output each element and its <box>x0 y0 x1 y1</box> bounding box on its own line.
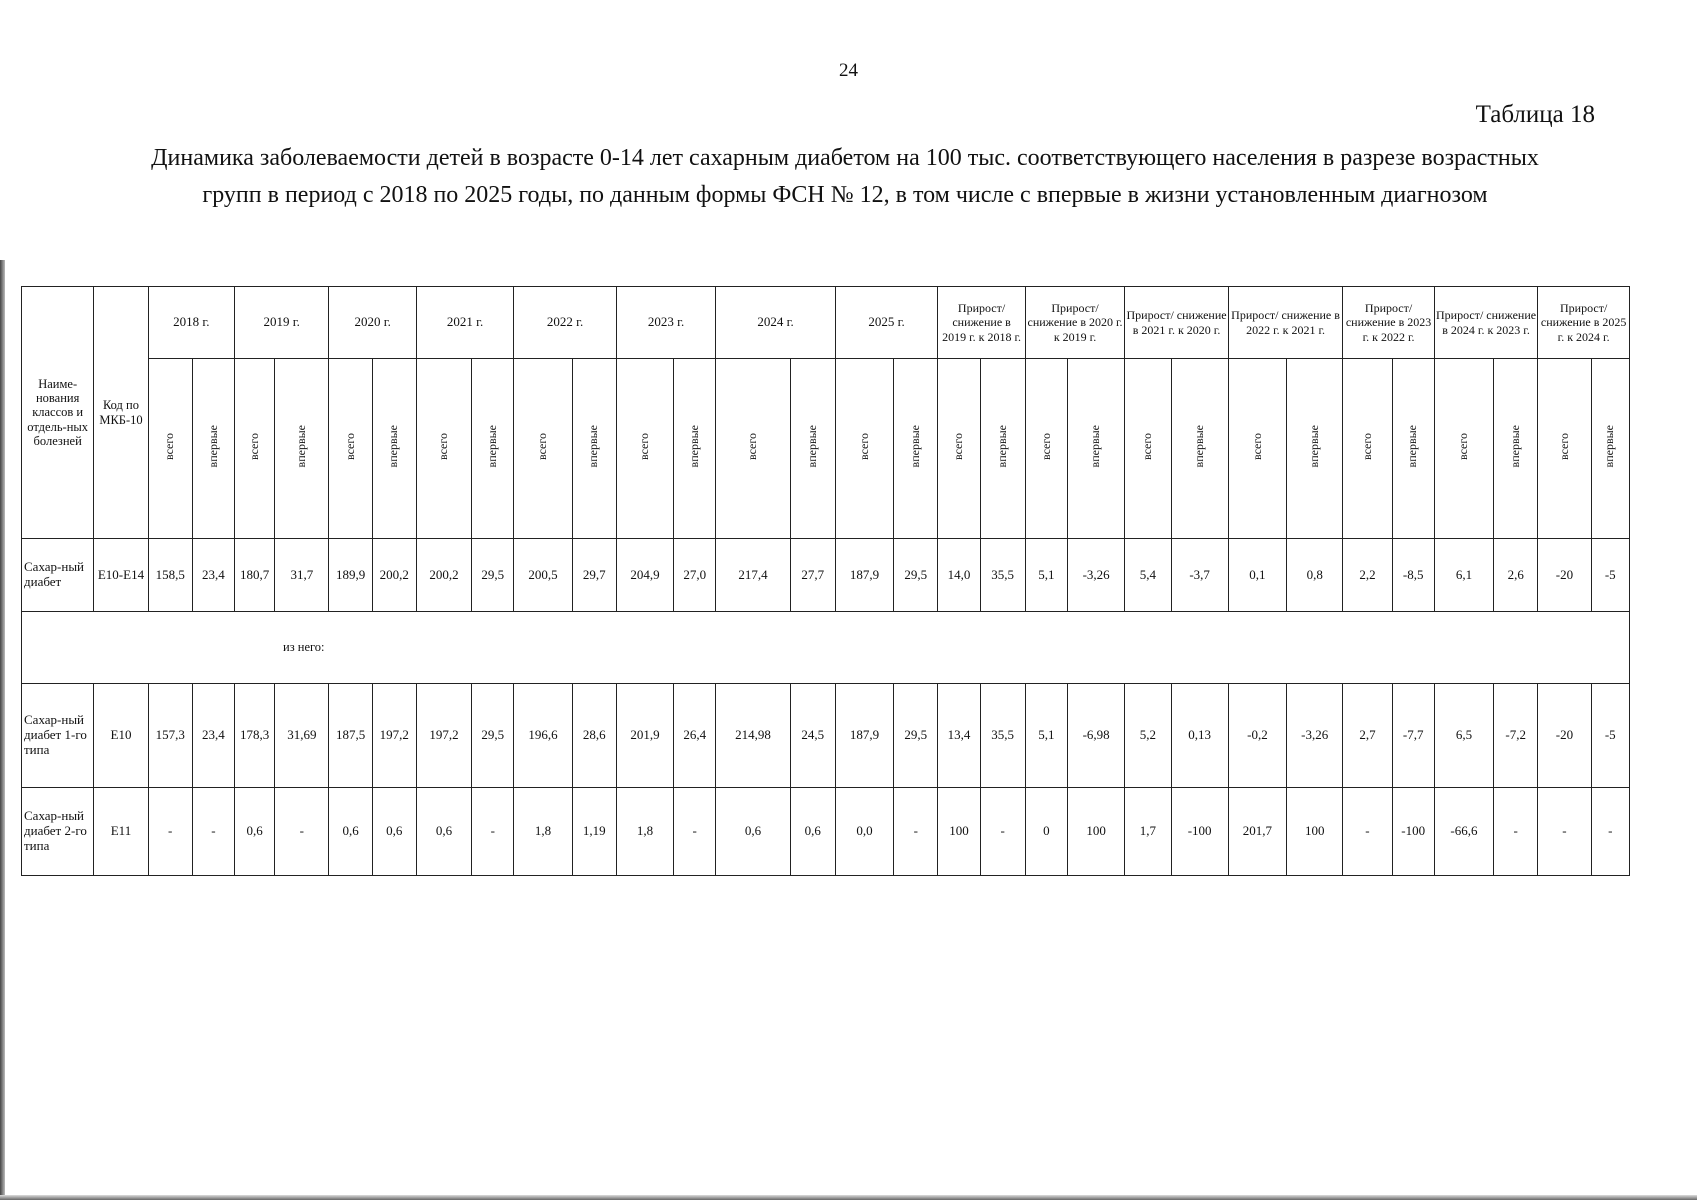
table-cell-value: 100 <box>1287 788 1343 876</box>
table-cell-value: 200,2 <box>372 539 416 612</box>
column-header-growth: Прирост/ снижение в 2024 г. к 2023 г. <box>1434 287 1538 359</box>
table-cell-value: -3,7 <box>1171 539 1228 612</box>
table-cell-value: 29,7 <box>572 539 616 612</box>
table-cell-value: 204,9 <box>616 539 673 612</box>
sub-header-new: впервые <box>275 359 329 539</box>
table-cell-value: 197,2 <box>416 684 471 788</box>
sub-header-total: всего <box>1125 359 1171 539</box>
row-icd-code: E10 <box>94 684 148 788</box>
sub-header-new: впервые <box>472 359 514 539</box>
table-cell-value: 217,4 <box>716 539 790 612</box>
column-header-growth: Прирост/ снижение в 2023 г. к 2022 г. <box>1343 287 1434 359</box>
table-cell-value: 0,0 <box>835 788 893 876</box>
table-cell-value: 0,13 <box>1171 684 1228 788</box>
sub-header-new: впервые <box>1494 359 1538 539</box>
column-header-year: 2018 г. <box>148 287 234 359</box>
table-cell-value: 200,2 <box>416 539 471 612</box>
sub-header-new: впервые <box>1591 359 1629 539</box>
table-cell-value: -3,26 <box>1068 539 1125 612</box>
sub-header-total: всего <box>716 359 790 539</box>
page-number: 24 <box>839 60 858 81</box>
table-cell-value: - <box>1494 788 1538 876</box>
table-cell-value: 201,9 <box>616 684 673 788</box>
table-label: Таблица 18 <box>1475 101 1595 128</box>
sub-header-total: всего <box>148 359 192 539</box>
table-cell-value: -100 <box>1171 788 1228 876</box>
table-cell-value: 6,5 <box>1434 684 1493 788</box>
table-cell-value: 0,6 <box>716 788 790 876</box>
column-header-year: 2024 г. <box>716 287 836 359</box>
sub-header-new: впервые <box>980 359 1025 539</box>
table-cell-value: 24,5 <box>790 684 835 788</box>
table-cell-value: - <box>192 788 234 876</box>
table-cell-value: 29,5 <box>472 684 514 788</box>
table-cell-value: 201,7 <box>1228 788 1286 876</box>
table-row-diabetes-type2 <box>22 788 1630 876</box>
table-cell-value: - <box>674 788 716 876</box>
sub-header-total: всего <box>938 359 980 539</box>
sub-header-total: всего <box>329 359 372 539</box>
table-row-diabetes-total <box>22 539 1630 612</box>
table-cell-value: 180,7 <box>235 539 275 612</box>
table-cell-value: 2,2 <box>1343 539 1392 612</box>
row-icd-code: E11 <box>94 788 148 876</box>
column-header-growth: Прирост/ снижение в 2025 г. к 2024 г. <box>1538 287 1630 359</box>
column-header-growth: Прирост/ снижение в 2019 г. к 2018 г. <box>938 287 1025 359</box>
table-cell-value: 27,0 <box>674 539 716 612</box>
column-header-icd-code: Код по МКБ-10 <box>94 287 148 539</box>
table-cell-value: 13,4 <box>938 684 980 788</box>
table-cell-value: 197,2 <box>372 684 416 788</box>
subheader-row <box>22 612 1630 684</box>
scan-bottom-edge <box>0 1195 1697 1200</box>
table-row-diabetes-type1 <box>22 684 1630 788</box>
sub-header-total: всего <box>1228 359 1286 539</box>
table-cell-value: 100 <box>938 788 980 876</box>
morbidity-table <box>21 286 1630 876</box>
table-cell-value: - <box>894 788 938 876</box>
column-header-growth: Прирост/ снижение в 2022 г. к 2021 г. <box>1228 287 1343 359</box>
table-cell-value: 5,2 <box>1125 684 1171 788</box>
table-cell-value: 26,4 <box>674 684 716 788</box>
sub-header-total: всего <box>1343 359 1392 539</box>
table-cell-value: 1,8 <box>616 788 673 876</box>
sub-header-new: впервые <box>894 359 938 539</box>
sub-header-row <box>22 359 1630 539</box>
subheader-of-which-label: из него: <box>283 640 325 655</box>
table-cell-value: -5 <box>1591 539 1629 612</box>
column-header-year: 2019 г. <box>235 287 329 359</box>
sub-header-total: всего <box>416 359 471 539</box>
table-cell-value: 0,1 <box>1228 539 1286 612</box>
table-cell-value: 0,8 <box>1287 539 1343 612</box>
table-cell-value: 5,1 <box>1025 539 1067 612</box>
column-header-year: 2023 г. <box>616 287 715 359</box>
sub-header-new: впервые <box>790 359 835 539</box>
table-cell-value: -7,2 <box>1494 684 1538 788</box>
table-cell-value: 189,9 <box>329 539 372 612</box>
scan-left-edge <box>0 260 5 1200</box>
table-cell-value: - <box>148 788 192 876</box>
sub-header-total: всего <box>514 359 572 539</box>
row-disease-name: Сахар-ный диабет <box>22 539 94 612</box>
table-cell-value: 187,9 <box>835 684 893 788</box>
table-cell-value: 1,8 <box>514 788 572 876</box>
table-cell-value: 200,5 <box>514 539 572 612</box>
column-header-year: 2020 г. <box>329 287 416 359</box>
table-cell-value: 2,6 <box>1494 539 1538 612</box>
table-cell-value: 14,0 <box>938 539 980 612</box>
table-cell-value: 187,5 <box>329 684 372 788</box>
column-header-growth: Прирост/ снижение в 2021 г. к 2020 г. <box>1125 287 1229 359</box>
column-header-year: 2025 г. <box>835 287 937 359</box>
table-cell-value: 158,5 <box>148 539 192 612</box>
table-cell-value: 31,69 <box>275 684 329 788</box>
sub-header-new: впервые <box>372 359 416 539</box>
table-cell-value: 35,5 <box>980 539 1025 612</box>
table-cell-value: 29,5 <box>472 539 514 612</box>
row-disease-name: Сахар-ный диабет 1-го типа <box>22 684 94 788</box>
table-cell-value: -6,98 <box>1068 684 1125 788</box>
table-cell-value: -7,7 <box>1392 684 1434 788</box>
table-cell-value: 29,5 <box>894 684 938 788</box>
table-cell-value: - <box>275 788 329 876</box>
table-cell-value: 0,6 <box>416 788 471 876</box>
table-cell-value: 29,5 <box>894 539 938 612</box>
table-cell-value: -100 <box>1392 788 1434 876</box>
table-cell-value: 178,3 <box>235 684 275 788</box>
table-cell-value: 0,6 <box>235 788 275 876</box>
sub-header-new: впервые <box>1068 359 1125 539</box>
table-cell-value: 214,98 <box>716 684 790 788</box>
table-cell-value: 6,1 <box>1434 539 1493 612</box>
row-icd-code: E10-E14 <box>94 539 148 612</box>
table-cell-value: 0 <box>1025 788 1067 876</box>
sub-header-total: всего <box>1434 359 1493 539</box>
table-cell-value: -20 <box>1538 684 1591 788</box>
table-cell-value: - <box>980 788 1025 876</box>
table-cell-value: 23,4 <box>192 539 234 612</box>
table-cell-value: 0,6 <box>372 788 416 876</box>
table-cell-value: - <box>472 788 514 876</box>
row-disease-name: Сахар-ный диабет 2-го типа <box>22 788 94 876</box>
table-cell-value: -0,2 <box>1228 684 1286 788</box>
table-cell-value: -66,6 <box>1434 788 1493 876</box>
column-header-growth: Прирост/ снижение в 2020 г. к 2019 г. <box>1025 287 1124 359</box>
table-cell-value: 35,5 <box>980 684 1025 788</box>
table-cell-value: 196,6 <box>514 684 572 788</box>
sub-header-total: всего <box>1538 359 1591 539</box>
table-cell-value: 31,7 <box>275 539 329 612</box>
table-cell-value: 28,6 <box>572 684 616 788</box>
table-cell-value: 2,7 <box>1343 684 1392 788</box>
table-cell-value: -5 <box>1591 684 1629 788</box>
table-cell-value: 0,6 <box>790 788 835 876</box>
table-cell-value: 27,7 <box>790 539 835 612</box>
table-cell-value: -8,5 <box>1392 539 1434 612</box>
table-cell-value: 157,3 <box>148 684 192 788</box>
table-cell-value: 23,4 <box>192 684 234 788</box>
sub-header-total: всего <box>835 359 893 539</box>
sub-header-new: впервые <box>1392 359 1434 539</box>
table-cell-value: -20 <box>1538 539 1591 612</box>
sub-header-total: всего <box>235 359 275 539</box>
table-cell-value: 1,19 <box>572 788 616 876</box>
subheader-of-which <box>22 612 1630 684</box>
document-title: Динамика заболеваемости детей в возрасте 0-14 лет сахарным диабетом на 100 тыс. соответствующего населения в разрезе возрастных групп в период с 2018 по 2025 годы, по данным формы ФСН № 12, в том числе с впервые в жизни установленным диагнозом <box>151 145 1539 208</box>
column-header-disease-name: Наиме-нования классов и отдель-ных болезней <box>22 287 94 539</box>
table-cell-value: 0,6 <box>329 788 372 876</box>
table-cell-value: -3,26 <box>1287 684 1343 788</box>
table-cell-value: 1,7 <box>1125 788 1171 876</box>
column-header-year: 2022 г. <box>514 287 616 359</box>
table-cell-value: - <box>1343 788 1392 876</box>
sub-header-new: впервые <box>1287 359 1343 539</box>
table-cell-value: 5,1 <box>1025 684 1067 788</box>
table-cell-value: - <box>1591 788 1629 876</box>
table-cell-value: 100 <box>1068 788 1125 876</box>
sub-header-total: всего <box>616 359 673 539</box>
sub-header-total: всего <box>1025 359 1067 539</box>
table-cell-value: 187,9 <box>835 539 893 612</box>
sub-header-new: впервые <box>1171 359 1228 539</box>
sub-header-new: впервые <box>572 359 616 539</box>
column-header-year: 2021 г. <box>416 287 513 359</box>
sub-header-new: впервые <box>674 359 716 539</box>
table-cell-value: - <box>1538 788 1591 876</box>
table-cell-value: 5,4 <box>1125 539 1171 612</box>
sub-header-new: впервые <box>192 359 234 539</box>
